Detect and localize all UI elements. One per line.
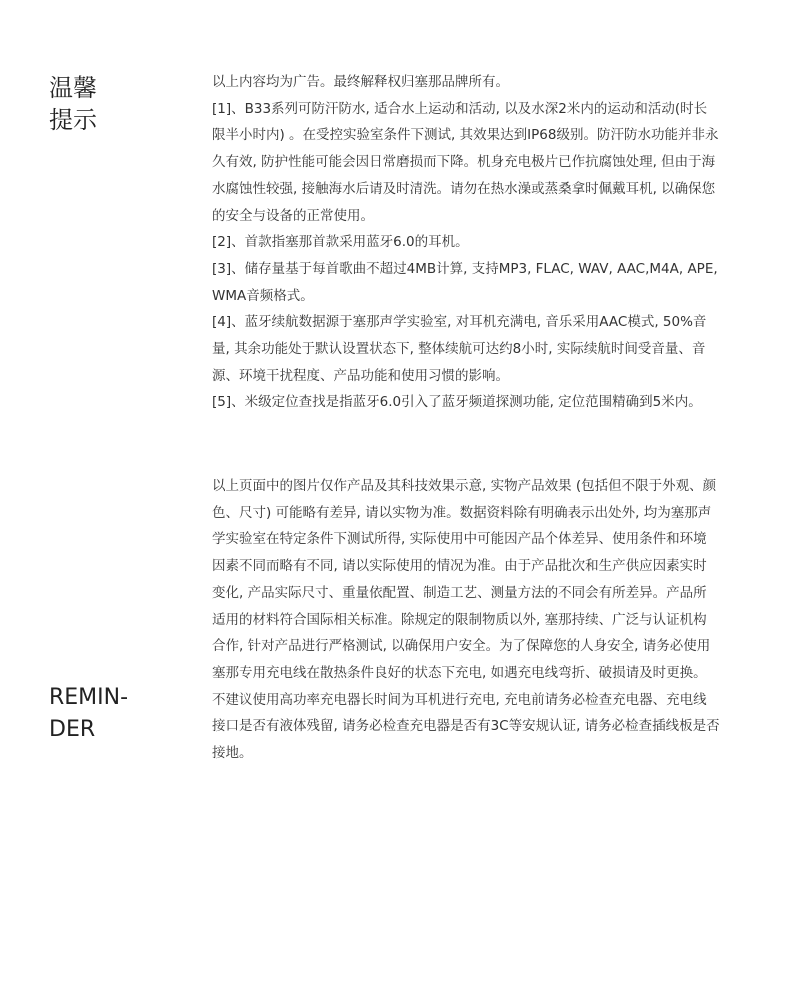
note-1-waterproof: [1]、B33系列可防汗防水, 适合水上运动和活动, 以及水深2米内的运动和活动(时长限半小时内) 。在受控实验室条件下测试, 其效果达到IP68级别。防汗防水功能并非永久有效, 防护性能可能会因日常磨损而下降。机身充电极片已作抗腐蚀处理, 但由于海水腐蚀性较强, 接触海水后请及时清洗。请勿在热水澡或蒸桑拿时佩戴耳机, 以确保您的安全与设备的正常使用。 — [212, 100, 719, 224]
note-5-locate: [5]、米级定位查找是指蓝牙6.0引入了蓝牙频道探测功能, 定位范围精确到5米内。 — [212, 394, 702, 411]
note-3-storage: [3]、储存量基于每首歌曲不超过4MB计算, 支持MP3, FLAC, WAV, AAC,M4A, APE, WMA音频格式。 — [212, 260, 718, 304]
note-2-bluetooth-first: [2]、首款指塞那首款采用蓝牙6.0的耳机。 — [212, 234, 469, 251]
heading-line-1: 温馨 — [49, 74, 97, 102]
heading-line-2: DER — [49, 717, 96, 742]
note-ad-statement: 以上内容均为广告。最终解释权归塞那品牌所有。 — [212, 74, 509, 90]
reminder-heading-chinese — [49, 72, 97, 136]
disclaimer-text: 以上页面中的图片仅作产品及其科技效果示意, 实物产品效果 (包括但不限于外观、颜色、尺寸) 可能略有差异, 请以实物为准。数据资料除有明确表示出处外, 均为塞那声学实验室在特定条件下测试所得, 实际使用中可能因产品个体差异、使用条件和环境因素不同而略有不同, 请以实际使用的情况为准。由于产品批次和生产供应因素实时变化, 产品实际尺寸、重量依配置、制造工艺、测量方法的不同会有所差异。产品所适用的材料符合国际相关标准。除规定的限制物质以外, 塞那持续、广泛与认证机构合作, 针对产品进行严格测试, 以确保用户安全。为了保障您的人身安全, 请务必使用塞那专用充电线在散热条件良好的状态下充电, 如遇充电线弯折、破损请及时更换。不建议使用高功率充电器长时间为耳机进行充电, 充电前请务必检查充电器、充电线接口是否有液体残留, 请务必检查充电器是否有3C等安规认证, 请务必检查插线板是否接地。 — [212, 478, 720, 762]
notes-section — [212, 69, 720, 416]
heading-line-2: 提示 — [49, 106, 97, 134]
note-4-battery: [4]、蓝牙续航数据源于塞那声学实验室, 对耳机充满电, 音乐采用AAC模式, 50%音量, 其余功能处于默认设置状态下, 整体续航可达约8小时, 实际续航时间受音量、音源、环境干扰程度、产品功能和使用习惯的影响。 — [212, 314, 707, 384]
disclaimer-section — [212, 473, 720, 767]
heading-line-1: REMIN- — [49, 685, 129, 710]
reminder-heading-english — [49, 682, 128, 746]
